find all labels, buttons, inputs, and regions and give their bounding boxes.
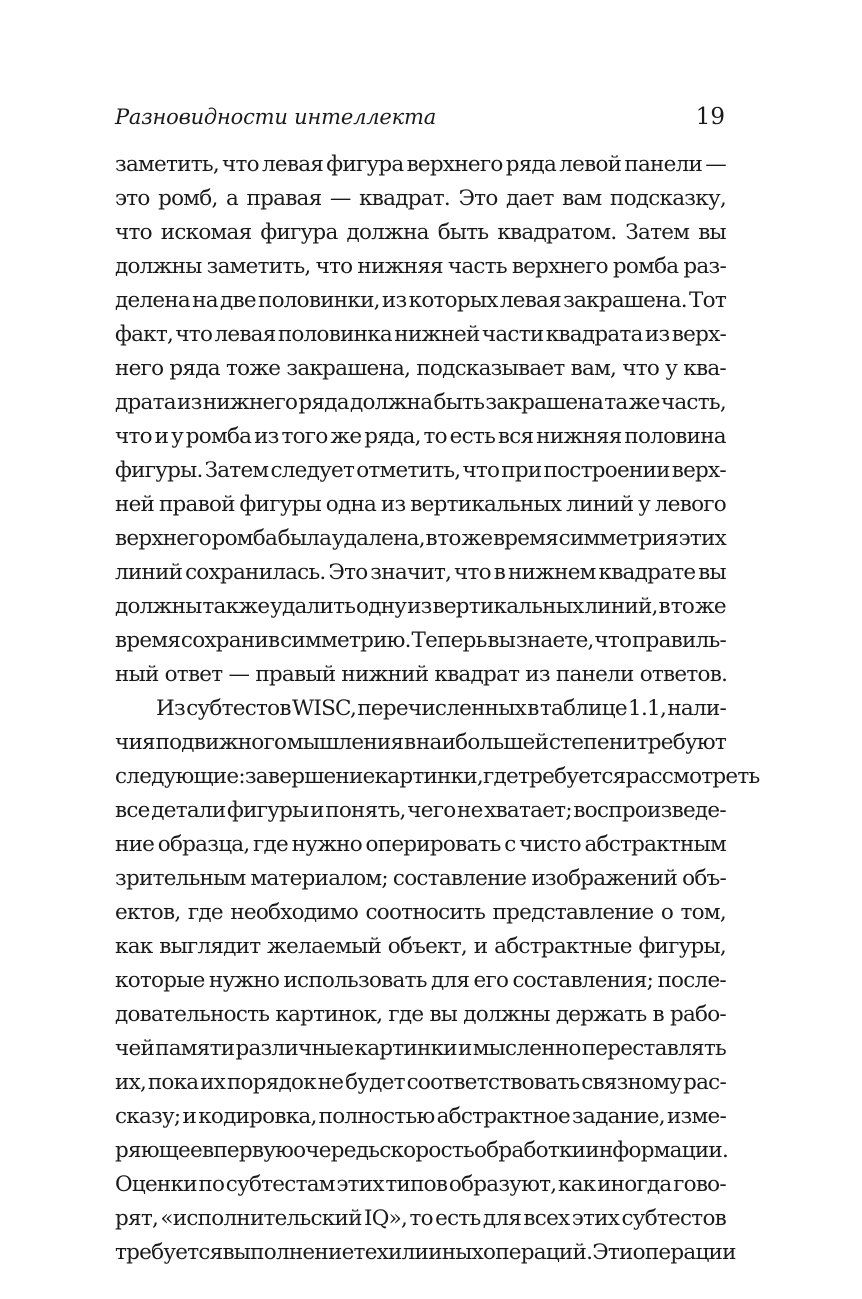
text-line: ный ответ — правый нижний квадрат из панели ответов. — [115, 662, 728, 687]
text-line: что и у ромба из того же ряда, то есть вся нижняя половина — [115, 424, 726, 449]
text-line: время сохранив симметрию. Теперь вы знаете, что правиль- — [115, 628, 726, 653]
running-title: Разновидности интеллекта — [115, 105, 437, 129]
text-line: ние образца, где нужно оперировать с чисто абстрактным — [115, 832, 726, 857]
text-line: Оценки по субтестам этих типов образуют, как иногда гово- — [115, 1172, 726, 1197]
running-header — [115, 100, 725, 134]
text-line: верхнего ромба была удалена, в то же время симметрия этих — [115, 526, 726, 551]
body-text — [115, 148, 760, 1270]
text-line: что искомая фигура должна быть квадратом. Затем вы — [115, 220, 726, 245]
text-line: это ромб, а правая — квадрат. Это дает вам подсказку, — [115, 186, 726, 211]
text-line: должны также удалить одну из вертикальных линий, в то же — [115, 594, 726, 619]
text-line: рят, «исполнительский IQ», то есть для всех этих субтестов — [115, 1206, 726, 1231]
text-line: которые нужно использовать для его составления; после- — [115, 968, 726, 993]
text-line: зрительным материалом; составление изображений объ- — [115, 866, 726, 891]
text-line: довательность картинок, где вы должны держать в рабо- — [115, 1002, 726, 1027]
text-line: делена на две половинки, из которых левая закрашена. Тот — [115, 288, 726, 313]
text-line: их, пока их порядок не будет соответствовать связному рас- — [115, 1070, 726, 1095]
text-line: чия подвижного мышления в наибольшей степени требуют — [115, 730, 726, 755]
text-line: заметить, что левая фигура верхнего ряда левой панели — — [115, 152, 726, 177]
text-line: чей памяти различные картинки и мысленно переставлять — [115, 1036, 726, 1061]
page-number: 19 — [695, 104, 725, 130]
text-line: ряющее в первую очередь скорость обработки информации. — [115, 1138, 729, 1163]
text-line: драта из нижнего ряда должна быть закрашена та же часть, — [115, 390, 726, 415]
text-line: сказу; и кодировка, полностью абстрактное задание, изме- — [115, 1104, 726, 1129]
text-line: Из субтестов WISC, перечисленных в таблице 1.1, нали- — [156, 696, 726, 721]
text-line: ектов, где необходимо соотносить представление о том, — [115, 900, 726, 925]
text-line: фигуры. Затем следует отметить, что при построении верх- — [115, 458, 726, 483]
text-line: все детали фигуры и понять, чего не хватает; воспроизведе- — [115, 798, 726, 823]
text-line: должны заметить, что нижняя часть верхнего ромба раз- — [115, 254, 726, 279]
text-line: как выглядит желаемый объект, и абстрактные фигуры, — [115, 934, 726, 959]
text-line: требуется выполнение тех или иных операций. Эти операции — [115, 1240, 736, 1265]
text-line: линий сохранилась. Это значит, что в нижнем квадрате вы — [115, 560, 726, 585]
text-line: следующие: завершение картинки, где требуется рассмотреть — [115, 764, 760, 789]
text-line: него ряда тоже закрашена, подсказывает вам, что у ква- — [115, 356, 726, 381]
text-line: факт, что левая половинка нижней части квадрата из верх- — [115, 322, 726, 347]
text-line: ней правой фигуры одна из вертикальных линий у левого — [115, 492, 726, 517]
